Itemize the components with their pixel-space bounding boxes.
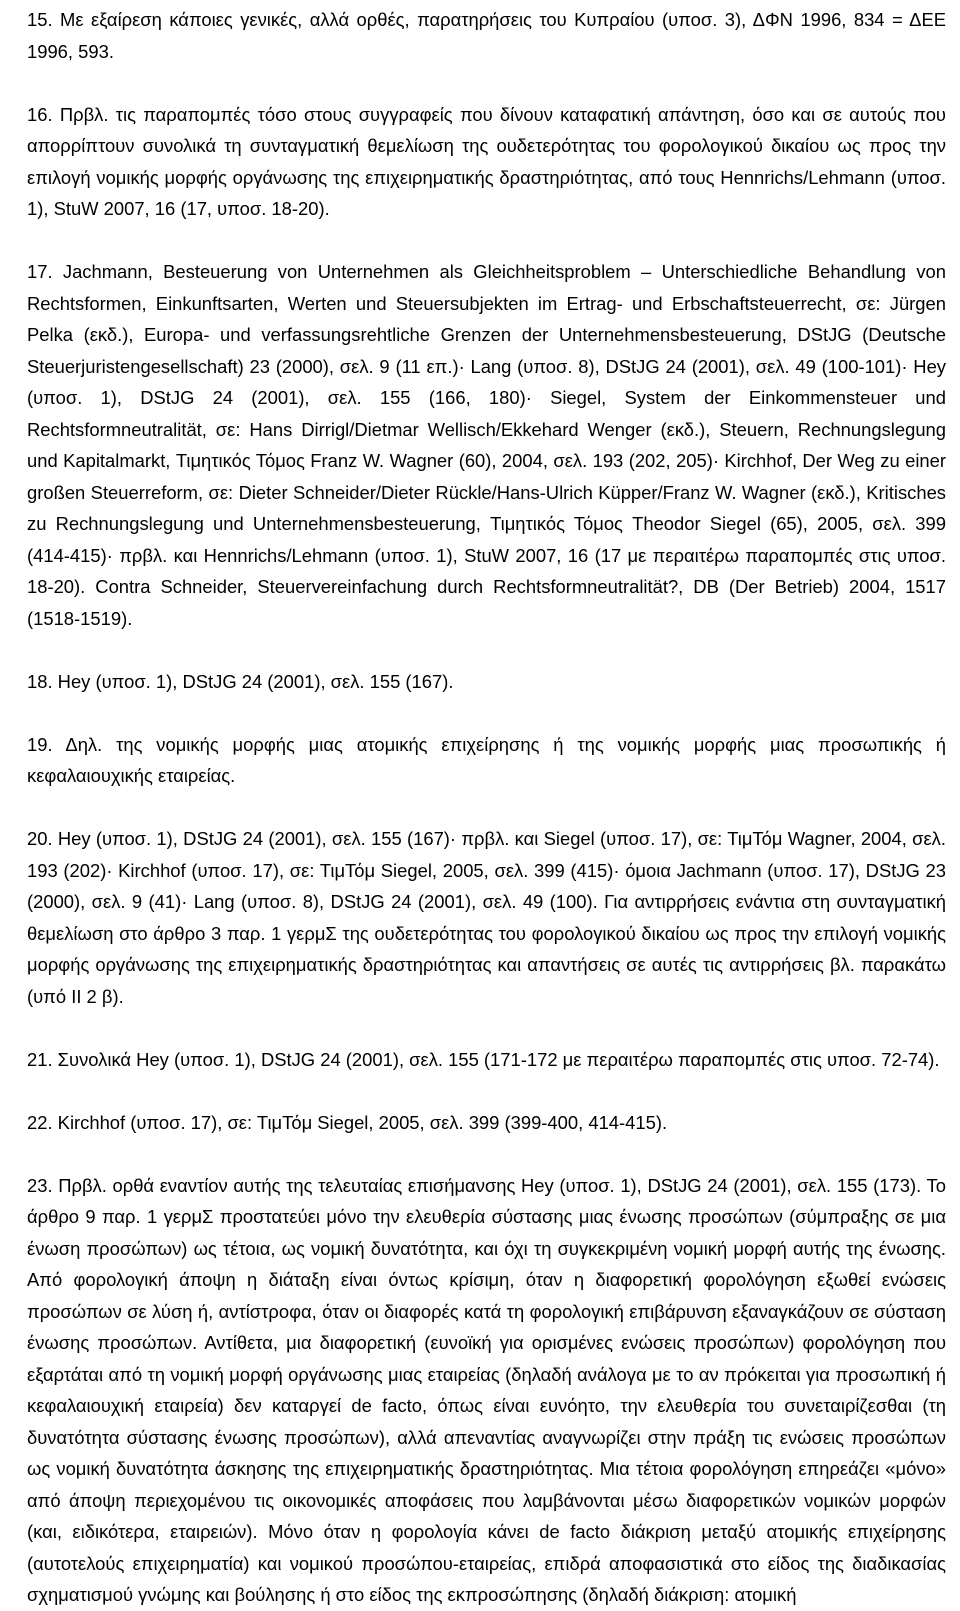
footnote-22: 22. Kirchhof (υποσ. 17), σε: ΤιμΤόμ Siegel, 2005, σελ. 399 (399-400, 414-415).: [27, 1111, 668, 1133]
footnote-21: 21. Συνολικά Hey (υποσ. 1), DStJG 24 (2001), σελ. 155 (171-172 με περαιτέρω παραπομπές στις υποσ. 72-74).: [27, 1048, 940, 1070]
footnote-16: 16. Πρβλ. τις παραπομπές τόσο στους συγγραφείς που δίνουν καταφατική απάντηση, όσο και σε αυτούς που απορρίπτουν συνολικά τη συνταγματική θεμελίωση της ουδετερότητας του φορολογικού δικαίου ως προς την επιλογή νομικής μορφής οργάνωσης της επιχειρηματικής δραστηριότητας, από τους Hennrichs/Lehmann (υποσ. 1), StuW 2007, 16 (17, υποσ. 18-20).: [27, 103, 946, 219]
footnote-23: 23. Πρβλ. ορθά εναντίον αυτής της τελευταίας επισήμανσης Hey (υποσ. 1), DStJG 24 (2001), σελ. 155 (173). Το άρθρο 9 παρ. 1 γερμΣ προστατεύει μόνο την ελευθερία σύστασης μιας ένωσης προσώπων (σύμπραξης σε μια ένωση προσώπων) ως τέτοια, ως νομική δυνατότητα, και όχι τη συγκεκριμένη νομική μορφή αυτής της ένωσης. Από φορολογική άποψη η διάταξη είναι όντως κρίσιμη, όταν η διαφορετική φορολόγηση εξωθεί ενώσεις προσώπων σε λύση ή, αντίστροφα, όταν οι διαφορές κατά τη φορολογική επιβάρυνση εξαναγκάζουν σε σύσταση ένωσης προσώπων. Αντίθετα, μια διαφορετική (ευνοϊκή για ορισμένες ενώσεις προσώπων) φορολόγηση που εξαρτάται από τη νομική μορφή οργάνωσης μιας εταιρείας (δηλαδή ανάλογα με το αν πρόκειται για προσωπική ή κεφαλαιουχική εταιρεία) δεν καταργεί de facto, όπως είναι ευνόητο, την ελευθερία του συνεταιρίζεσθαι (τη δυνατότητα σύστασης ένωσης προσώπων), αλλά απεναντίας αναγνωρίζει στην πράξη τις ενώσεις προσώπων ως νομική δυνατότητα άσκησης της επιχειρηματικής δραστηριότητας. Μια τέτοια φορολόγηση επηρεάζει «μόνο» από άποψη περιεχομένου τις οικονομικές αποφάσεις που λαμβάνονται μέσω διαφορετικών νομικών μορφών (και, ειδικότερα, εταιρειών). Μόνο όταν η φορολογία κάνει de facto διάκριση μεταξύ ατομικής επιχείρησης (αυτοτελούς επιχειρηματία) και νομικού προσώπου-εταιρείας, επιδρά αποφασιστικά στο είδος της διαδικασίας σχηματισμού γνώμης και βούλησης ή στο είδος της εκπροσώπησης (δηλαδή διάκριση: ατομική: [27, 1174, 946, 1605]
footnote-15: 15. Με εξαίρεση κάποιες γενικές, αλλά ορθές, παρατηρήσεις του Κυπραίου (υποσ. 3), ΔΦΝ 1996, 834 = ΔΕΕ 1996, 593.: [27, 9, 946, 62]
footnote-19: 19. Δηλ. της νομικής μορφής μιας ατομικής επιχείρησης ή της νομικής μορφής μιας προσωπικής ή κεφαλαιουχικής εταιρείας.: [27, 733, 946, 786]
footnote-20: 20. Hey (υποσ. 1), DStJG 24 (2001), σελ. 155 (167)· πρβλ. και Siegel (υποσ. 17), σε: ΤιμΤόμ Wagner, 2004, σελ. 193 (202)· Kirchhof (υποσ. 17), σε: ΤιμΤόμ Siegel, 2005, σελ. 399 (415)· όμοια Jachmann (υποσ. 17), DStJG 23 (2000), σελ. 9 (41)· Lang (υποσ. 8), DStJG 24 (2001), σελ. 49 (100). Για αντιρρήσεις ενάντια στη συνταγματική θεμελίωση στο άρθρο 3 παρ. 1 γερμΣ της ουδετερότητας του φορολογικού δικαίου ως προς την επιλογή νομικής μορφής οργάνωσης της επιχειρηματικής δραστηριότητας και απαντήσεις σε αυτές τις αντιρρήσεις βλ. παρακάτω (υπό ΙΙ 2 β).: [27, 828, 946, 1007]
footnote-18: 18. Hey (υποσ. 1), DStJG 24 (2001), σελ. 155 (167).: [27, 670, 454, 692]
footnote-17: 17. Jachmann, Besteuerung von Unternehmen als Gleichheitsproblem – Unterschiedliche Behandlung von Rechtsformen, Einkunftsarten, Werten und Steuersubjekten im Ertrag- und Erbschaftsteuerrecht, σε: Jürgen Pelka (εκδ.), Europa- und verfassungsrehtliche Grenzen der Unternehmensbesteuerung, DStJG (Deutsche Steuerjuristengesellschaft) 23 (2000), σελ. 9 (11 επ.)· Lang (υποσ. 8), DStJG 24 (2001), σελ. 49 (100-101)· Hey (υποσ. 1), DStJG 24 (2001), σελ. 155 (166, 180)· Siegel, System der Einkommensteuer und Rechtsformneutralität, σε: Hans Dirrigl/Dietmar Wellisch/Ekkehard Wenger (εκδ.), Steuern, Rechnungslegung und Kapitalmarkt, Τιμητικός Τόμος Franz W. Wagner (60), 2004, σελ. 193 (202, 205)· Kirchhof, Der Weg zu einer großen Steuerreform, σε: Dieter Schneider/Dieter Rückle/Hans-Ulrich Küpper/Franz W. Wagner (εκδ.), Kritisches zu Rechnungslegung und Unternehmensbesteuerung, Τιμητικός Τόμος Theodor Siegel (65), 2005, σελ. 399 (414-415)· πρβλ. και Hennrichs/Lehmann (υποσ. 1), StuW 2007, 16 (17 με περαιτέρω παραπομπές στις υποσ. 18-20). Contra Schneider, Steuervereinfachung durch Rechtsformneutralität?, DB (Der Betrieb) 2004, 1517 (1518-1519).: [27, 261, 946, 629]
